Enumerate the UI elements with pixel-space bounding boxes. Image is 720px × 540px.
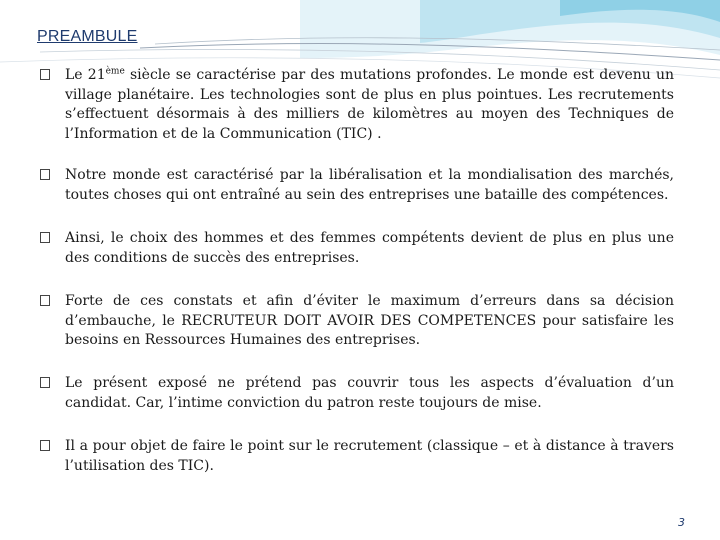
list-item bbox=[40, 229, 674, 268]
list-item bbox=[40, 292, 674, 351]
superscript: ème bbox=[105, 66, 125, 77]
bullet-text: Le présent exposé ne prétend pas couvrir tous les aspects d’évaluation d’un candidat. Car, l’intime conviction du patron reste toujours de mise. bbox=[65, 375, 674, 411]
bullet-text bbox=[65, 66, 674, 144]
list-item bbox=[40, 437, 674, 476]
bullet-text: Il a pour objet de faire le point sur le recrutement (classique – et à distance à travers l’utilisation des TIC). bbox=[65, 438, 674, 474]
checkbox-bullet-icon bbox=[40, 232, 50, 243]
bullet-text-part: Le 21 bbox=[65, 67, 106, 83]
checkbox-bullet-icon bbox=[40, 69, 50, 80]
page-title: PREAMBULE bbox=[37, 28, 138, 45]
list-item bbox=[40, 166, 674, 205]
bullet-text: Forte de ces constats et afin d’éviter le maximum d’erreurs dans sa décision d’embauche, le RECRUTEUR DOIT AVOIR DES COMPETENCES pour satisfaire les besoins en Ressources Humaines des entreprises. bbox=[65, 293, 674, 348]
checkbox-bullet-icon bbox=[40, 169, 50, 180]
checkbox-bullet-icon bbox=[40, 295, 50, 306]
checkbox-bullet-icon bbox=[40, 377, 50, 388]
list-item bbox=[40, 66, 674, 144]
page-number: 3 bbox=[678, 516, 685, 529]
checkbox-bullet-icon bbox=[40, 440, 50, 451]
list-item bbox=[40, 374, 674, 413]
bullet-text: Notre monde est caractérisé par la libéralisation et la mondialisation des marchés, toutes choses qui ont entraîné au sein des entreprises une bataille des compétences. bbox=[65, 167, 674, 203]
bullet-text: Ainsi, le choix des hommes et des femmes compétents devient de plus en plus une des conditions de succès des entreprises. bbox=[65, 230, 674, 266]
bullet-text-part: siècle se caractérise par des mutations profondes. Le monde est devenu un village planétaire. Les technologies sont de plus en plus pointues. Les recrutements s’effectuent désormais à des milliers de kilomètres au moyen des Techniques de l’Information et de la Communication (TIC) . bbox=[65, 67, 674, 142]
